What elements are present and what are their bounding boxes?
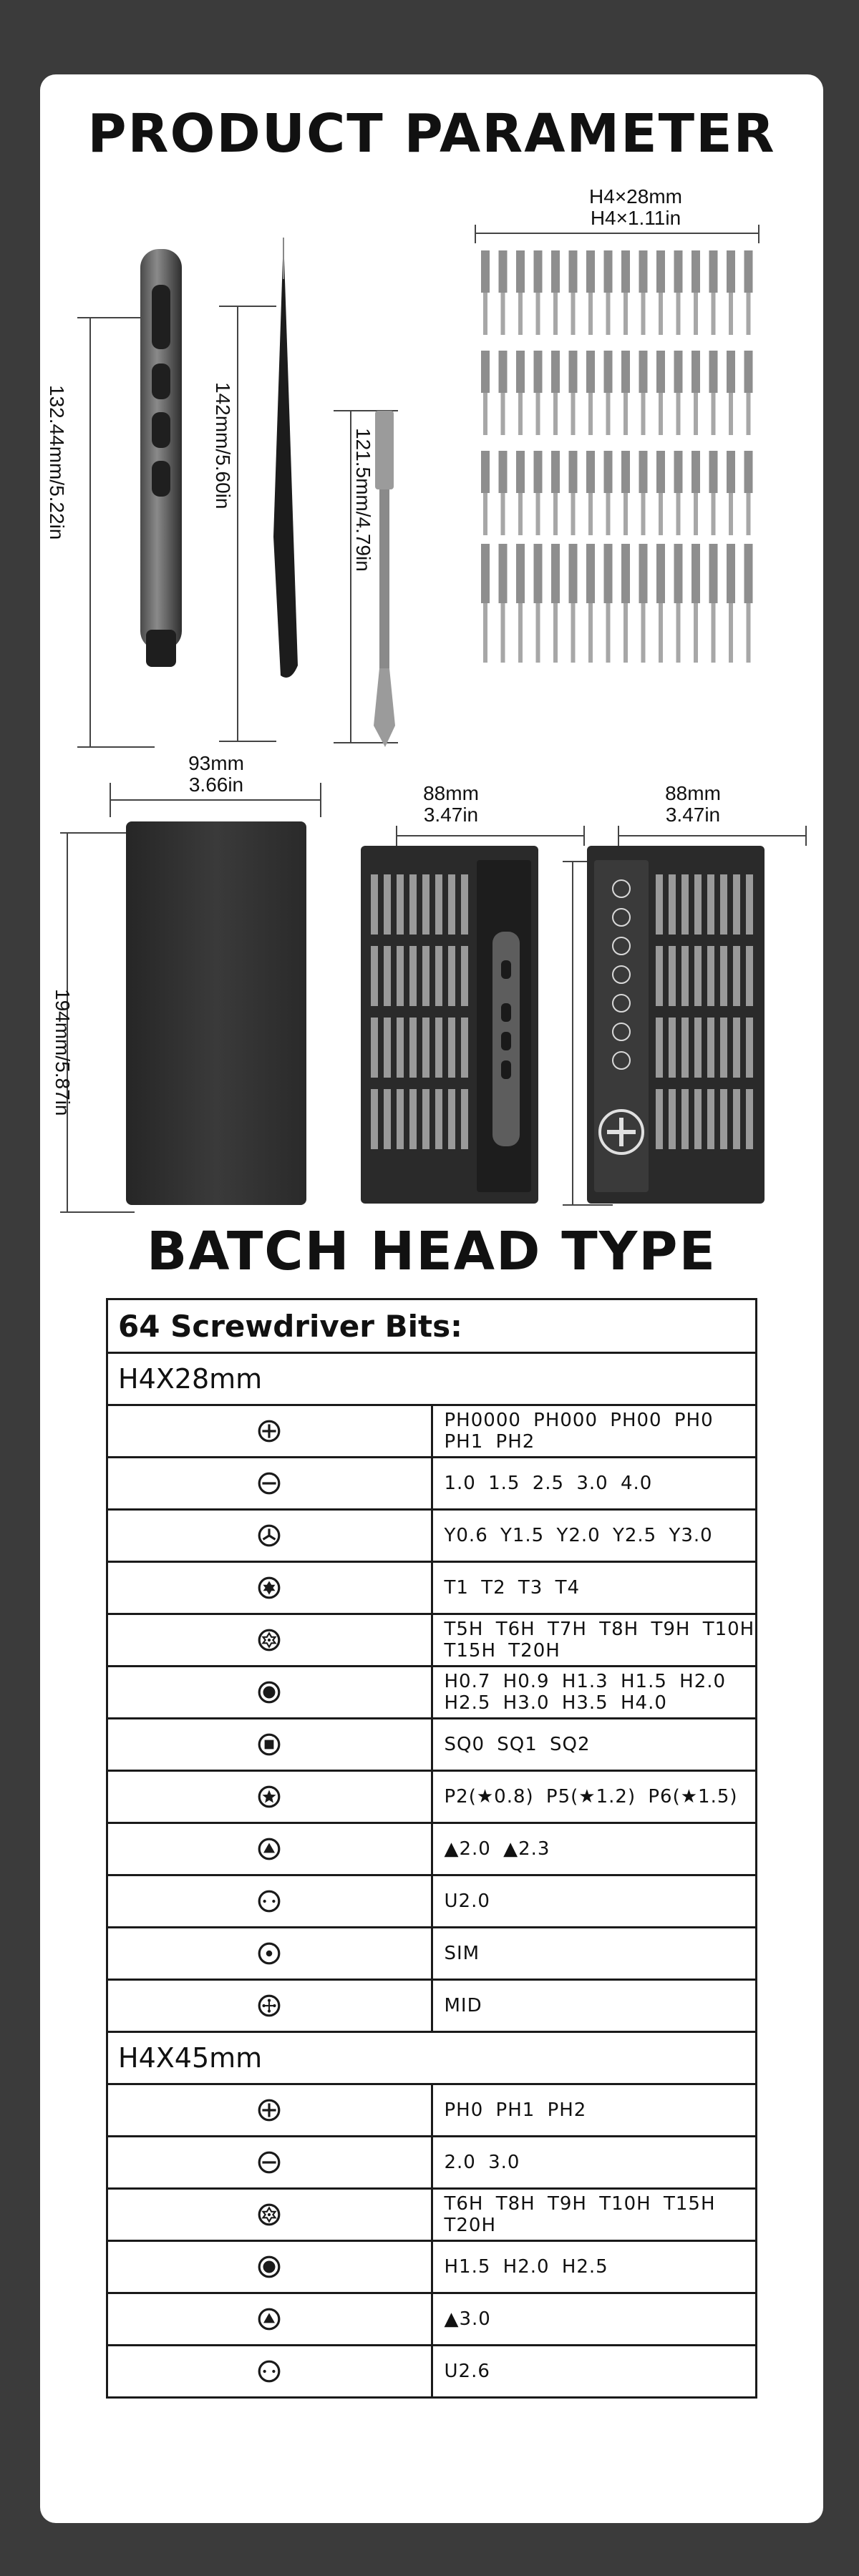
bit-sizes: U2.6: [432, 2346, 757, 2398]
tray-bit: [669, 1018, 676, 1078]
bit: [691, 250, 700, 293]
bit-sizes: T6H T8H T9H T10H T15H T20H: [432, 2189, 757, 2241]
open-tray-image: [361, 846, 538, 1204]
bit: [709, 250, 718, 293]
tray-bit: [733, 874, 740, 935]
table-title: 64 Screwdriver Bits:: [107, 1299, 757, 1353]
bit-sizes: SIM: [432, 1928, 757, 1980]
bit: [639, 351, 648, 393]
tray-bit: [448, 874, 455, 935]
bit-sizes: U2.0: [432, 1875, 757, 1928]
bit: [516, 544, 525, 603]
bit: [656, 544, 665, 603]
tray-bit: [720, 874, 727, 935]
bit-tip: [518, 393, 523, 435]
bit-tip: [659, 393, 663, 435]
tray-bit: [656, 1089, 663, 1149]
group-header-row: [107, 1353, 757, 1405]
bit-tip: [501, 493, 505, 535]
bit-tip: [518, 493, 523, 535]
tray-bit: [656, 1018, 663, 1078]
tray-bit: [461, 946, 468, 1006]
bit: [604, 250, 613, 293]
bit: [481, 351, 490, 393]
bit-tip: [676, 493, 681, 535]
triangle-icon: [107, 2293, 432, 2346]
product-parameter-heading: PRODUCT PARAMETER: [87, 103, 776, 165]
tray-bit: [397, 1089, 404, 1149]
tray-bit: [656, 874, 663, 935]
tray-bit: [720, 1018, 727, 1078]
bit-tip: [518, 293, 523, 335]
tray-width-label: 88mm 3.47in: [423, 782, 479, 826]
bit: [727, 351, 735, 393]
bit-tip: [588, 493, 593, 535]
bit-tip: [641, 293, 646, 335]
bit-tip: [588, 603, 593, 663]
bit: [534, 451, 543, 493]
tray-bit: [409, 1089, 417, 1149]
bit-tip: [606, 293, 611, 335]
bit: [674, 250, 683, 293]
tray-bit: [746, 946, 753, 1006]
bit: [691, 544, 700, 603]
bit-tip: [606, 493, 611, 535]
tray-bit: [656, 946, 663, 1006]
bit: [499, 451, 508, 493]
bit-sizes: T1 T2 T3 T4: [432, 1562, 757, 1614]
bit: [499, 250, 508, 293]
table-row: [107, 1405, 757, 1458]
bit: [709, 351, 718, 393]
tray-bit: [435, 1018, 442, 1078]
tray-bit: [669, 1089, 676, 1149]
bit: [586, 351, 595, 393]
bit-tip: [536, 393, 540, 435]
slotted-icon: [107, 2137, 432, 2189]
bit-tip: [483, 393, 487, 435]
bit-set-image: [472, 243, 773, 673]
phillips-icon: [107, 2084, 432, 2137]
bit: [569, 250, 578, 293]
bit-tip: [588, 393, 593, 435]
product-sheet-card: [40, 74, 823, 2523]
tray-bit: [435, 1089, 442, 1149]
bit-tip: [571, 493, 576, 535]
bit: [516, 250, 525, 293]
bit: [586, 544, 595, 603]
tray-bit: [681, 874, 689, 935]
tray-bit: [669, 946, 676, 1006]
bit-tip: [536, 603, 540, 663]
bit: [727, 250, 735, 293]
bit-tip: [571, 393, 576, 435]
tray-bit: [422, 1089, 430, 1149]
bit: [569, 351, 578, 393]
bit-tip: [536, 293, 540, 335]
tray-bit: [422, 1018, 430, 1078]
tray-bit: [694, 1089, 702, 1149]
torx-security-icon: [107, 2189, 432, 2241]
bit-tip: [553, 493, 558, 535]
tray-bit: [371, 1089, 378, 1149]
bit: [674, 544, 683, 603]
bit-tip: [729, 493, 733, 535]
bit: [481, 451, 490, 493]
bit-sizes: SQ0 SQ1 SQ2: [432, 1719, 757, 1771]
bit: [516, 351, 525, 393]
bit: [604, 544, 613, 603]
tri-wing-icon: [107, 1510, 432, 1562]
bit-tip: [694, 603, 698, 663]
bit: [481, 250, 490, 293]
tray-bit: [397, 874, 404, 935]
bit-sizes: H1.5 H2.0 H2.5: [432, 2241, 757, 2293]
tray-bit: [707, 1089, 714, 1149]
tray-bit: [733, 1089, 740, 1149]
table-row: [107, 1719, 757, 1771]
bit-tip: [747, 393, 751, 435]
bit-tip: [676, 603, 681, 663]
closed-case-image: [126, 821, 306, 1205]
bit-tip: [623, 393, 628, 435]
bit-tip: [712, 393, 716, 435]
bit: [744, 250, 753, 293]
tray-bit: [409, 946, 417, 1006]
bit-sizes: H0.7 H0.9 H1.3 H1.5 H2.0 H2.5 H3.0 H3.5 H4.0: [432, 1667, 757, 1719]
bit-tip: [483, 293, 487, 335]
case-height-label: 194mm/5.87in: [52, 989, 74, 1116]
tray-bit: [681, 946, 689, 1006]
torx-security-icon: [107, 1614, 432, 1667]
bit-sizes: 1.0 1.5 2.5 3.0 4.0: [432, 1458, 757, 1510]
tray-bit: [746, 874, 753, 935]
bit-tip: [641, 393, 646, 435]
bit-tip: [501, 393, 505, 435]
tray-bit: [448, 946, 455, 1006]
tray-bit: [384, 946, 391, 1006]
bit: [569, 451, 578, 493]
bit: [499, 351, 508, 393]
bit: [586, 451, 595, 493]
bit: [499, 544, 508, 603]
tray-bit: [681, 1018, 689, 1078]
tweezers-image: [262, 236, 305, 680]
bit: [604, 351, 613, 393]
bits-tray-image: [587, 846, 765, 1204]
bit-tip: [553, 393, 558, 435]
hex-icon: [107, 2241, 432, 2293]
table-row: [107, 1667, 757, 1719]
table-row: [107, 2293, 757, 2346]
tray-bit: [397, 946, 404, 1006]
tray-bit: [746, 1018, 753, 1078]
tray-bit: [384, 1018, 391, 1078]
tray-bit: [669, 874, 676, 935]
bit: [586, 250, 595, 293]
bit-tip: [694, 293, 698, 335]
bit: [709, 451, 718, 493]
bit: [709, 544, 718, 603]
tray-bit: [720, 1089, 727, 1149]
table-row: [107, 1458, 757, 1510]
batch-head-type-heading: BATCH HEAD TYPE: [146, 1221, 717, 1282]
bit: [691, 351, 700, 393]
bit-tip: [659, 293, 663, 335]
bit-tip: [501, 603, 505, 663]
bit: [551, 451, 560, 493]
bit: [551, 544, 560, 603]
bit: [744, 351, 753, 393]
bit: [656, 351, 665, 393]
tray2-width-label: 88mm 3.47in: [665, 782, 721, 826]
bit-tip: [747, 293, 751, 335]
bit-sizes: PH0 PH1 PH2: [432, 2084, 757, 2137]
bit: [604, 451, 613, 493]
bit: [551, 351, 560, 393]
bit-tip: [747, 493, 751, 535]
bit-types-table: [106, 1298, 757, 2399]
driver-button: [501, 960, 511, 979]
bit-tip: [676, 393, 681, 435]
tray-bit: [448, 1089, 455, 1149]
tray-bit: [448, 1018, 455, 1078]
table-row: [107, 1823, 757, 1875]
bit-tip: [623, 293, 628, 335]
tray-bit: [371, 874, 378, 935]
table-row: [107, 1510, 757, 1562]
bit-tip: [712, 493, 716, 535]
tray-bit: [707, 874, 714, 935]
bit: [621, 544, 630, 603]
bit-tip: [501, 293, 505, 335]
hex-icon: [107, 1667, 432, 1719]
bit-sizes: ▲3.0: [432, 2293, 757, 2346]
tray-bit: [733, 1018, 740, 1078]
bit-tip: [712, 603, 716, 663]
bit-tip: [659, 603, 663, 663]
sim-icon: [107, 1928, 432, 1980]
pry-tool-image: [364, 411, 407, 754]
bit-tip: [729, 393, 733, 435]
bit-tip: [729, 603, 733, 663]
table-row: [107, 1875, 757, 1928]
pentalobe-icon: [107, 1771, 432, 1823]
bit-tip: [623, 603, 628, 663]
u-shape-icon: [107, 2346, 432, 2398]
bit-tip: [641, 493, 646, 535]
bit-tip: [553, 293, 558, 335]
bit: [481, 544, 490, 603]
tray-bit: [384, 1089, 391, 1149]
u-shape-icon: [107, 1875, 432, 1928]
bit-sizes: P2(★0.8) P5(★1.2) P6(★1.5): [432, 1771, 757, 1823]
bit-tip: [606, 393, 611, 435]
tray-bit: [435, 946, 442, 1006]
bit: [727, 544, 735, 603]
group-header-row: [107, 2032, 757, 2084]
bit: [656, 250, 665, 293]
table-row: [107, 1771, 757, 1823]
bit: [534, 250, 543, 293]
tray-bit: [435, 874, 442, 935]
tray-bit: [694, 1018, 702, 1078]
group-name: H4X28mm: [107, 1353, 757, 1405]
phillips-icon: [107, 1405, 432, 1458]
bit: [691, 451, 700, 493]
table-row: [107, 2346, 757, 2398]
tray-bit: [746, 1089, 753, 1149]
bit-tip: [712, 293, 716, 335]
bit-tip: [483, 603, 487, 663]
precision-screwdriver-image: [133, 243, 190, 673]
pry-tool-length-label: 121.5mm/4.79in: [352, 428, 374, 572]
tray-bit: [409, 874, 417, 935]
bit: [534, 351, 543, 393]
bit: [674, 451, 683, 493]
bit-tip: [694, 493, 698, 535]
tray-bit: [422, 874, 430, 935]
tray-bit: [397, 1018, 404, 1078]
table-row: [107, 2084, 757, 2137]
group-name: H4X45mm: [107, 2032, 757, 2084]
bit-tip: [747, 603, 751, 663]
bit: [744, 451, 753, 493]
bit: [516, 451, 525, 493]
tray-bit: [733, 946, 740, 1006]
bit-sizes: T5H T6H T7H T8H T9H T10H T15H T20H: [432, 1614, 757, 1667]
table-row: [107, 1562, 757, 1614]
tray-bit: [694, 874, 702, 935]
tray-bit: [384, 874, 391, 935]
tray-bit: [371, 1018, 378, 1078]
square-icon: [107, 1719, 432, 1771]
bit-tip: [571, 293, 576, 335]
bit: [639, 544, 648, 603]
mid-icon: [107, 1980, 432, 2032]
triangle-icon: [107, 1823, 432, 1875]
bit-sizes: PH0000 PH000 PH00 PH0 PH1 PH2: [432, 1405, 757, 1458]
tray-bit: [720, 946, 727, 1006]
case-width-label: 93mm 3.66in: [188, 752, 244, 796]
bit-tip: [553, 603, 558, 663]
bit: [744, 544, 753, 603]
bit: [727, 451, 735, 493]
bits-dimension-label: H4×28mm H4×1.11in: [589, 185, 682, 229]
tray-bit: [461, 1089, 468, 1149]
bit-tip: [623, 493, 628, 535]
bit-tip: [518, 603, 523, 663]
tray-bit: [409, 1018, 417, 1078]
bit-tip: [588, 293, 593, 335]
table-row: [107, 1614, 757, 1667]
bit: [656, 451, 665, 493]
tray-bit: [694, 946, 702, 1006]
bit: [621, 250, 630, 293]
bit: [674, 351, 683, 393]
tray-bit: [422, 946, 430, 1006]
tray-bit: [461, 1018, 468, 1078]
bit-tip: [571, 603, 576, 663]
bit-tip: [694, 393, 698, 435]
bit: [569, 544, 578, 603]
bit: [621, 351, 630, 393]
bit-sizes: 2.0 3.0: [432, 2137, 757, 2189]
slotted-icon: [107, 1458, 432, 1510]
tray-bit: [461, 874, 468, 935]
table-row: [107, 1980, 757, 2032]
bit: [621, 451, 630, 493]
driver-button: [501, 1060, 511, 1079]
tweezer-length-label: 142mm/5.60in: [212, 382, 234, 509]
bit-sizes: MID: [432, 1980, 757, 2032]
screwdriver-length-label: 132.44mm/5.22in: [46, 385, 68, 540]
table-row: [107, 2189, 757, 2241]
table-row: [107, 1928, 757, 1980]
tray-bit: [371, 946, 378, 1006]
table-row: [107, 2241, 757, 2293]
bit-tip: [483, 493, 487, 535]
driver-button: [501, 1003, 511, 1022]
bit: [534, 544, 543, 603]
tray-bit: [707, 1018, 714, 1078]
bit-sizes: Y0.6 Y1.5 Y2.0 Y2.5 Y3.0: [432, 1510, 757, 1562]
table-title-row: [107, 1299, 757, 1353]
bit-tip: [659, 493, 663, 535]
tray-bit: [681, 1089, 689, 1149]
tray-bit: [707, 946, 714, 1006]
bit-tip: [641, 603, 646, 663]
bit: [639, 451, 648, 493]
bit: [639, 250, 648, 293]
bit-sizes: ▲2.0 ▲2.3: [432, 1823, 757, 1875]
bit-tip: [536, 493, 540, 535]
bit-tip: [729, 293, 733, 335]
torx-icon: [107, 1562, 432, 1614]
bit: [551, 250, 560, 293]
bit-tip: [676, 293, 681, 335]
driver-button: [501, 1032, 511, 1050]
bit-tip: [606, 603, 611, 663]
table-row: [107, 2137, 757, 2189]
